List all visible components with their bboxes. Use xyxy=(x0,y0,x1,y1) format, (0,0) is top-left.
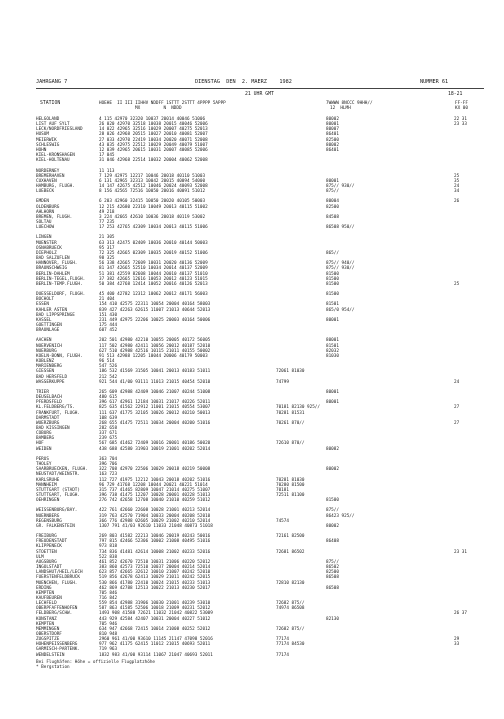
station-name: BRAUNSCHWEIG xyxy=(36,266,68,272)
station-name: BAD HERSFELD xyxy=(36,374,68,380)
station-name: BERLIN-DAHLEM xyxy=(36,271,70,277)
remark-code: 77174 84530 xyxy=(276,642,305,648)
observation-data: 239 675 xyxy=(99,436,118,442)
tail-code: 82130 xyxy=(326,616,339,622)
station-name: KLIPPENECK xyxy=(36,544,62,550)
issue-number: NUMMER 61 xyxy=(420,79,449,85)
observation-data: 921 544 41/00 93111 11013 21015 40454 52010 xyxy=(99,379,211,385)
station-name: STOETTEN xyxy=(36,549,57,555)
column-station: STATION xyxy=(40,101,61,106)
station-name: SCHLESWIG xyxy=(36,142,60,148)
extra-value: 26 xyxy=(454,199,460,205)
station-name: KASSEL xyxy=(36,317,52,323)
station-name: STUTTGART, FLUGH. xyxy=(36,492,80,498)
tail-code: 80007 xyxy=(326,127,339,133)
tail-code: 82500 xyxy=(326,137,339,143)
table-row xyxy=(36,653,466,658)
observation-data: 151 430 xyxy=(99,312,118,318)
station-name: MEIERWIK xyxy=(36,137,57,143)
station-name: GIESSEN xyxy=(36,369,55,375)
observation-data: 8 156 42565 72516 10050 20016 40091 51012 xyxy=(99,189,206,195)
observation-data: 28 026 42968 20515 10027 20010 40081 52007 xyxy=(99,132,208,138)
remark-code: 72061 81030 xyxy=(276,369,305,375)
observation-data: 175 444 xyxy=(99,323,118,328)
remark-code: 70280 81500 xyxy=(276,482,305,488)
station-name: AHLHORN xyxy=(36,209,55,215)
station-name: ESSEN xyxy=(36,302,49,308)
observation-data: 37 382 42665 12616 10053 20012 40123 51015 xyxy=(99,276,208,282)
observation-data: 607 452 xyxy=(99,328,118,334)
station-name: INGOLSTADT xyxy=(36,565,62,571)
station-name: BREMEN, FLUGH. xyxy=(36,214,73,220)
observation-data: 14 147 42675 42512 10046 20024 40093 52008 xyxy=(99,183,208,189)
station-name: MUENSTER xyxy=(36,240,57,246)
remark-code: 70261 870// xyxy=(276,420,305,426)
observation-data: 108 639 xyxy=(99,415,118,421)
observation-data: 462 869 42788 12513 10022 21013 40230 52017 xyxy=(99,585,211,591)
station-name: GOETTINGEN xyxy=(36,323,62,328)
remark-code: 72681 86502 xyxy=(276,549,305,555)
observation-data: 96 729 41768 12208 10044 20021 40221 51014 xyxy=(99,482,208,488)
observation-data: 567 685 41462 72409 10016 20001 40186 50020 xyxy=(99,441,211,447)
station-name: BERLIN-TEGEL,FLUGH. xyxy=(36,276,86,282)
station-name: TRIER xyxy=(36,389,49,395)
observation-data: 547 526 xyxy=(99,364,118,370)
remark-code: 74574 xyxy=(276,518,289,524)
remark-code: 72161 82500 xyxy=(276,534,305,540)
station-name: CUXHAVEN xyxy=(36,178,57,184)
column-extra: FF-FF xyxy=(455,101,468,106)
station-name: LUEBECK xyxy=(36,189,55,195)
observation-data: 81 347 42665 52510 10034 20014 40137 52009 xyxy=(99,266,208,272)
observation-data: 322 708 42970 22506 10029 20018 40219 50008 xyxy=(99,467,211,473)
extra-value: 34 xyxy=(454,189,460,195)
extra-value: 24 xyxy=(454,379,460,385)
period-label: 18-21 xyxy=(448,92,463,97)
observation-data: 519 856 42678 62413 10029 21011 40242 52015 xyxy=(99,575,211,581)
tail-code: 80082 xyxy=(326,446,339,452)
station-name: KONSTANZ xyxy=(36,616,57,622)
observation-data: 705 846 xyxy=(99,590,118,596)
station-name: FREIBURG xyxy=(36,534,57,540)
station-name: BERLIN-TEMP.FLUGH. xyxy=(36,281,83,287)
station-name: FELDBERG/SCHW. xyxy=(36,611,73,617)
station-name: PFERDSFELD xyxy=(36,400,62,406)
observation-data: 269 803 41582 22213 10046 20019 40243 50016 xyxy=(99,534,211,540)
tail-code: 86423 925// xyxy=(326,513,355,519)
station-name: DEUSELBACH xyxy=(36,395,62,401)
observation-data: 91 513 42988 12205 10044 20006 40179 50003 xyxy=(99,353,208,359)
observation-data: 268 655 41475 72511 10034 20004 40200 51016 xyxy=(99,420,211,426)
observation-data: 559 854 42988 31906 10030 21001 40239 53010 xyxy=(99,601,211,607)
extra-value: 25 xyxy=(454,173,460,179)
footnote-airports: Bei Flughäfen: Höhe = offizielle Flugplatzhöhe xyxy=(36,659,155,665)
observation-data: 797 815 42466 52306 10002 21008 40495 51016 xyxy=(99,539,211,545)
tail-code: 81500 xyxy=(326,276,339,282)
station-name: HUSUM xyxy=(36,132,49,138)
observation-data: 719 963 xyxy=(99,647,118,653)
station-name: WASSERKUPPE xyxy=(36,379,65,385)
observation-data: 212 542 xyxy=(99,374,118,380)
station-name: NUERNBERG xyxy=(36,513,60,519)
tail-code: 875// 940// xyxy=(326,261,355,267)
station-name: KIEL-KRONSHAGEN xyxy=(36,153,75,159)
observation-data: 96 514 xyxy=(99,359,115,365)
observation-data: 27 033 42970 22419 10034 20020 40071 52008 xyxy=(99,137,208,143)
observation-data: 973 818 xyxy=(99,544,118,550)
remark-code: 74799 xyxy=(276,379,289,385)
station-name: MEMMINGEN xyxy=(36,626,60,632)
observation-data: 438 688 42580 31903 10019 21001 40202 52014 xyxy=(99,446,211,452)
station-name: KIEL-HOLTENAU xyxy=(36,158,70,164)
station-name: BAD SALZUFLEN xyxy=(36,256,70,262)
station-name: FRANKFURT, FLUGH. xyxy=(36,410,80,416)
station-name: ERDING xyxy=(36,585,52,591)
observation-data: 231 449 42975 22206 10025 20003 40164 50006 xyxy=(99,317,211,323)
tail-code: 80004 xyxy=(326,199,339,205)
observation-data: 154 410 42575 22311 10054 20004 40164 58003 xyxy=(99,302,211,308)
tail-code: 875// xyxy=(326,559,339,565)
tail-code: 875// xyxy=(326,508,339,514)
observation-data: 265 609 42988 42409 10046 21007 40244 51008 xyxy=(99,389,211,395)
station-name: WUERZBURG xyxy=(36,420,60,426)
footnote-mountain: * Bergstation xyxy=(36,664,70,670)
tail-code: 81500 xyxy=(326,292,339,298)
tail-code: 80002 xyxy=(326,467,339,473)
tail-code: 80002 xyxy=(326,142,339,148)
observation-data: 21 305 xyxy=(99,235,115,241)
observation-data: 2960 961 41/00 93610 11145 21147 47098 52016 xyxy=(99,637,213,643)
observation-data: 112 727 41975 12212 10043 20018 40202 51016 xyxy=(99,477,211,483)
station-name: HOHN xyxy=(36,147,47,153)
station-name: OLDENBURG xyxy=(36,204,60,210)
station-name: LECK/NORDFRIESLAND xyxy=(36,127,83,133)
station-name: LIST AUF SYLT xyxy=(36,122,70,128)
station-name: MANNHEIM xyxy=(36,482,57,488)
observation-data: 461 852 42670 72510 10031 21006 40220 52012 xyxy=(99,559,211,565)
observation-data: 977 962 41175 62415 11012 21015 40693 52011 xyxy=(99,642,211,648)
observation-data: 202 501 42980 42210 10055 20005 40172 56005 xyxy=(99,338,211,344)
station-name: GR. FALKENSTEIN xyxy=(36,523,75,529)
observation-data: 98 325 xyxy=(99,256,115,262)
station-name: LECHFELD xyxy=(36,601,57,607)
station-name: KAUFBEUREN xyxy=(36,595,62,601)
date-label: DIENSTAG DEN 2. MAERZ 1982 xyxy=(195,79,292,85)
station-name: BAMBERG xyxy=(36,436,55,442)
tail-code: 86401 xyxy=(326,132,339,138)
remark-code: 72810 82130 xyxy=(276,580,305,586)
extra-value: 23 31 xyxy=(454,549,467,555)
extra-value: 23 33 xyxy=(454,122,467,128)
remark-code: 72511 81100 xyxy=(276,492,305,498)
station-name: KOELN-BONN, FLUGH. xyxy=(36,353,83,359)
observation-data: 6 131 42965 32313 10042 20015 40094 54000 xyxy=(99,178,206,184)
remark-code: 74974 86508 xyxy=(276,606,305,612)
observation-data: 422 761 42660 22608 10028 21001 40213 52014 xyxy=(99,508,211,514)
tail-code: 82500 xyxy=(326,570,339,576)
station-name: PERUS xyxy=(36,456,49,462)
observation-data: 163 723 xyxy=(99,472,118,478)
observation-data: 31 046 42968 22514 10032 20004 40062 52008 xyxy=(99,158,208,164)
column-extra-sub: KX 00 xyxy=(455,106,468,111)
observation-data: 839 427 42263 62615 11007 21013 40644 52013 xyxy=(99,307,211,313)
station-name: STUTTGART (STADT) xyxy=(36,487,80,493)
station-name: DARMSTADT xyxy=(36,415,60,421)
tail-code: 80001 xyxy=(326,122,339,128)
station-name: OSNABRUECK xyxy=(36,245,62,251)
observation-data: 45 400 42782 12312 10062 20012 40171 56003 xyxy=(99,292,208,298)
observation-data: 337 671 xyxy=(99,431,118,437)
observation-data: 705 946 xyxy=(99,621,118,627)
station-name: KEMPTEN xyxy=(36,590,55,596)
station-name: BOCHOLT xyxy=(36,297,55,303)
station-name: LUECHOW xyxy=(36,225,55,231)
station-name: THOLEY xyxy=(36,462,52,468)
tail-code: 82032 xyxy=(326,348,339,354)
observation-data: 1307 791 41/03 92610 11033 21048 40873 51018 xyxy=(99,523,213,529)
observation-data: 1832 983 41/00 93114 11067 21047 40693 52011 xyxy=(99,652,213,658)
observation-data: 396 706 xyxy=(99,462,118,468)
observation-data: 50 384 42768 12414 10052 20016 40126 52013 xyxy=(99,281,208,287)
observation-data: 634 947 42668 72415 10014 21008 40252 52012 xyxy=(99,626,211,632)
station-name: HOHENPEISSENBERG xyxy=(36,642,78,648)
station-name: OBERPFAFFENHOFEN xyxy=(36,606,78,612)
observation-data: 72 325 42665 02309 10035 20019 40152 51006 xyxy=(99,250,208,256)
tail-code: 81030 xyxy=(326,353,339,359)
observation-data: 51 381 42559 82608 10044 20010 40137 51010 xyxy=(99,271,208,277)
station-name: SAARBRUECKEN, FLUGH. xyxy=(36,467,88,473)
tail-code: 86508 950// xyxy=(326,225,355,231)
observation-data: 810 948 xyxy=(99,632,118,637)
station-name: LINGEN xyxy=(36,235,52,241)
observation-data: 1493 908 41588 72621 11032 21042 40822 53009 xyxy=(99,611,213,617)
station-name: MARIENBERG xyxy=(36,364,62,370)
observation-data: 49 218 xyxy=(99,209,115,215)
station-name: NORDERNEY xyxy=(36,168,60,174)
station-name: OEHRINGEN xyxy=(36,498,60,504)
remark-code: 70181 82130 925// xyxy=(276,405,320,411)
station-name: BRAUNLAGE xyxy=(36,328,60,334)
observation-data: 26 020 42970 32518 10038 20015 40046 52006 xyxy=(99,122,208,128)
station-name: HELGOLAND xyxy=(36,117,60,122)
station-name: NEUSTADT/WEINSTR. xyxy=(36,472,80,478)
extra-value: 27 xyxy=(454,420,460,426)
tail-code: 86508 xyxy=(326,575,339,581)
tail-code: 81500 xyxy=(326,281,339,287)
station-name: AUGSBURG xyxy=(36,559,57,565)
observation-time: 21 UHR GMT xyxy=(245,92,274,97)
extra-value: 29 xyxy=(454,637,460,643)
observation-data: 627 510 42988 42516 10115 21011 40155 50002 xyxy=(99,348,211,354)
observation-data: 530 866 41780 22410 10024 21015 40233 51013 xyxy=(99,580,211,586)
station-name: DIEPHOLZ xyxy=(36,250,57,256)
station-name: COBURG xyxy=(36,431,52,437)
extra-value: 25 xyxy=(454,281,460,287)
observation-data: 443 929 42584 42407 10031 20004 40227 51012 xyxy=(99,616,211,622)
station-name: DUESSELDORF, FLUGH. xyxy=(36,292,86,298)
station-name: REGENSBURG xyxy=(36,518,62,524)
tail-code: 80001 xyxy=(326,389,339,395)
tail-code: 80002 xyxy=(326,117,339,122)
station-name: OBERSTDORF xyxy=(36,632,62,637)
tail-code: 86408 xyxy=(326,539,339,545)
tail-code: 86508 xyxy=(326,585,339,591)
station-name: EMDEN xyxy=(36,199,49,205)
remark-code: 70281 81030 xyxy=(276,477,305,483)
station-name: ZUGSPITZE xyxy=(36,637,60,643)
observation-data: 7 129 42975 12217 10046 20018 40110 51003 xyxy=(99,173,206,179)
volume-label: JAHRGANG 7 xyxy=(36,79,68,85)
observation-data: 383 860 42573 72510 10037 20004 40214 52014 xyxy=(99,565,211,571)
tail-code: 86502 xyxy=(326,565,339,571)
observation-data: 363 704 xyxy=(99,456,118,462)
remark-code: 72682 875// xyxy=(276,626,305,632)
tail-code: 81500 xyxy=(326,498,339,504)
station-name: HANNOVER, FLUGH. xyxy=(36,261,78,267)
tail-code: 865// xyxy=(326,250,339,256)
station-name: BREMERHAVEN xyxy=(36,173,65,179)
tail-code: 875// 930// xyxy=(326,183,355,189)
observation-data: 12 215 42680 22310 10049 20013 40115 51002 xyxy=(99,204,208,210)
remark-code: 77174 xyxy=(276,652,289,658)
remark-code: 72610 870// xyxy=(276,441,305,447)
station-name: BAD LIPPSPRINGE xyxy=(36,312,75,318)
tail-code: 81501 xyxy=(326,302,339,308)
observation-data: 95 317 xyxy=(99,245,115,251)
tail-code: 81500 xyxy=(326,271,339,277)
extra-value: 33 xyxy=(454,642,460,648)
station-name: ULM xyxy=(36,554,44,560)
tail-code: 86401 xyxy=(326,147,339,153)
observation-data: 396 738 41475 12207 10028 20001 40228 51013 xyxy=(99,492,211,498)
station-name: WEISSENBURG/BAY. xyxy=(36,508,78,514)
remark-code: 70281 81531 xyxy=(276,410,305,416)
station-name: MUENCHEN, FLUGH. xyxy=(36,580,78,586)
station-name: WENDELSTEIN xyxy=(36,652,65,658)
tail-code: 84508 xyxy=(326,214,339,220)
remark-code: 70181 xyxy=(276,487,289,493)
observation-data: 276 742 42658 12708 10040 21010 40259 51012 xyxy=(99,498,211,504)
observation-data: 315 737 41465 82809 10047 21014 40275 51007 xyxy=(99,487,211,493)
observation-data: 117 502 42980 42411 10056 20012 40187 52010 xyxy=(99,343,211,349)
remark-code: 72682 875// xyxy=(276,601,305,607)
station-name: SOLTAU xyxy=(36,220,52,225)
column-remarks-sub: 12 HLMH xyxy=(330,106,351,111)
observation-data: 111 637 41775 32105 10026 20012 40210 50013 xyxy=(99,410,211,416)
station-name: FUERSTENFELDBRUCK xyxy=(36,575,80,581)
observation-data: 77 235 xyxy=(99,220,115,225)
station-name: NOERVENICH xyxy=(36,343,62,349)
observation-data: 11 113 xyxy=(99,168,115,174)
tail-code: 875// xyxy=(326,189,339,195)
observation-data: 825 635 41562 22912 11001 21015 40554 53007 xyxy=(99,405,211,411)
station-name: FREUDENSTADT xyxy=(36,539,68,545)
station-name: HAMBURG, FLUGH. xyxy=(36,183,75,189)
tail-code: 82500 xyxy=(326,204,339,210)
observation-data: 63 313 42475 02409 10036 20010 40144 50003 xyxy=(99,240,208,246)
observation-data: 3 224 42665 42610 10036 20018 40119 53002 xyxy=(99,214,206,220)
observation-data: 623 857 42665 32612 10010 21007 40242 52010 xyxy=(99,570,211,576)
observation-data: 12 039 42965 20615 10031 20007 40085 52006 xyxy=(99,147,208,153)
extra-value: 27 xyxy=(454,405,460,411)
observation-data: 43 035 42975 22512 10029 20049 40079 51007 xyxy=(99,142,208,148)
station-name: HOF xyxy=(36,441,44,447)
extra-value: 24 xyxy=(454,183,460,189)
extra-value: 35 xyxy=(454,178,460,184)
station-name: WEIDEN xyxy=(36,446,52,452)
extra-value: 26 37 xyxy=(454,611,467,617)
station-name: KEMPTEN xyxy=(36,621,55,627)
extra-value: 22 31 xyxy=(454,117,467,122)
station-name: KAHLER ASTEN xyxy=(36,307,68,313)
station-name: BAD KISSINGEN xyxy=(36,426,70,431)
column-data: HOEHE II III IIHHV NDDFF 1STTT 2STTT 4PPPP 5APPP xyxy=(99,101,226,106)
observation-data: 14 022 42965 32516 10029 20007 40275 52013 xyxy=(99,127,208,133)
station-name: NUERBURG xyxy=(36,348,57,354)
observation-data: 396 617 42961 12184 10031 21017 40226 52011 xyxy=(99,400,211,406)
tail-code: 80001 xyxy=(326,317,339,323)
observation-data: 716 842 xyxy=(99,595,118,601)
tail-code: 81501 xyxy=(326,343,339,349)
observation-data: 480 615 xyxy=(99,395,118,401)
tail-code: 80002 xyxy=(326,523,339,529)
observation-data: 282 658 xyxy=(99,426,118,431)
column-data-sub: MX N NDDD xyxy=(135,106,182,111)
station-name: GARMISCH-PARTENK. xyxy=(36,647,80,653)
observation-data: 4 115 42970 32320 10037 20014 40046 51006 xyxy=(99,117,206,122)
tail-code: 80001 xyxy=(326,338,339,344)
observation-data: 587 863 41585 52506 10018 21009 40231 52012 xyxy=(99,606,211,612)
remark-code: 77174 xyxy=(276,637,289,643)
station-name: AACHEN xyxy=(36,338,52,344)
station-name: KL.FELDBERG/TS. xyxy=(36,405,75,411)
station-name: KOBLENZ xyxy=(36,359,55,365)
observation-data: 21 404 xyxy=(99,297,115,303)
station-name: KARLSRUHE xyxy=(36,477,60,483)
observation-data: 366 776 42988 02605 10029 21002 40210 52014 xyxy=(99,518,211,524)
observation-data: 319 763 42570 71904 10033 20004 40208 52010 xyxy=(99,513,211,519)
tail-code: 80001 xyxy=(326,178,339,184)
tail-code: 875// 930// xyxy=(326,266,355,272)
station-name: LANDSHUT/HEIL/LECH xyxy=(36,570,83,576)
tail-code: 865/0 954// xyxy=(326,307,355,313)
tail-code: 80001 xyxy=(326,400,339,406)
observation-data: 734 836 41481 42614 10008 21002 40233 52016 xyxy=(99,549,211,555)
observation-data: 522 838 xyxy=(99,554,118,560)
observation-data: 186 532 41569 31505 10041 20013 40183 51011 xyxy=(99,369,211,375)
header-divider xyxy=(36,88,484,89)
observation-data: 6 203 42960 32415 10050 20020 40105 50003 xyxy=(99,199,206,205)
observation-data: 17 045 xyxy=(99,153,115,159)
observation-data: 17 253 42765 42309 10034 20013 40115 51006 xyxy=(99,225,208,231)
column-remarks: 7WWWW 8NCCC 9HHH// xyxy=(326,101,373,106)
observation-data: 56 338 42665 72609 10031 20020 40136 52009 xyxy=(99,261,208,267)
